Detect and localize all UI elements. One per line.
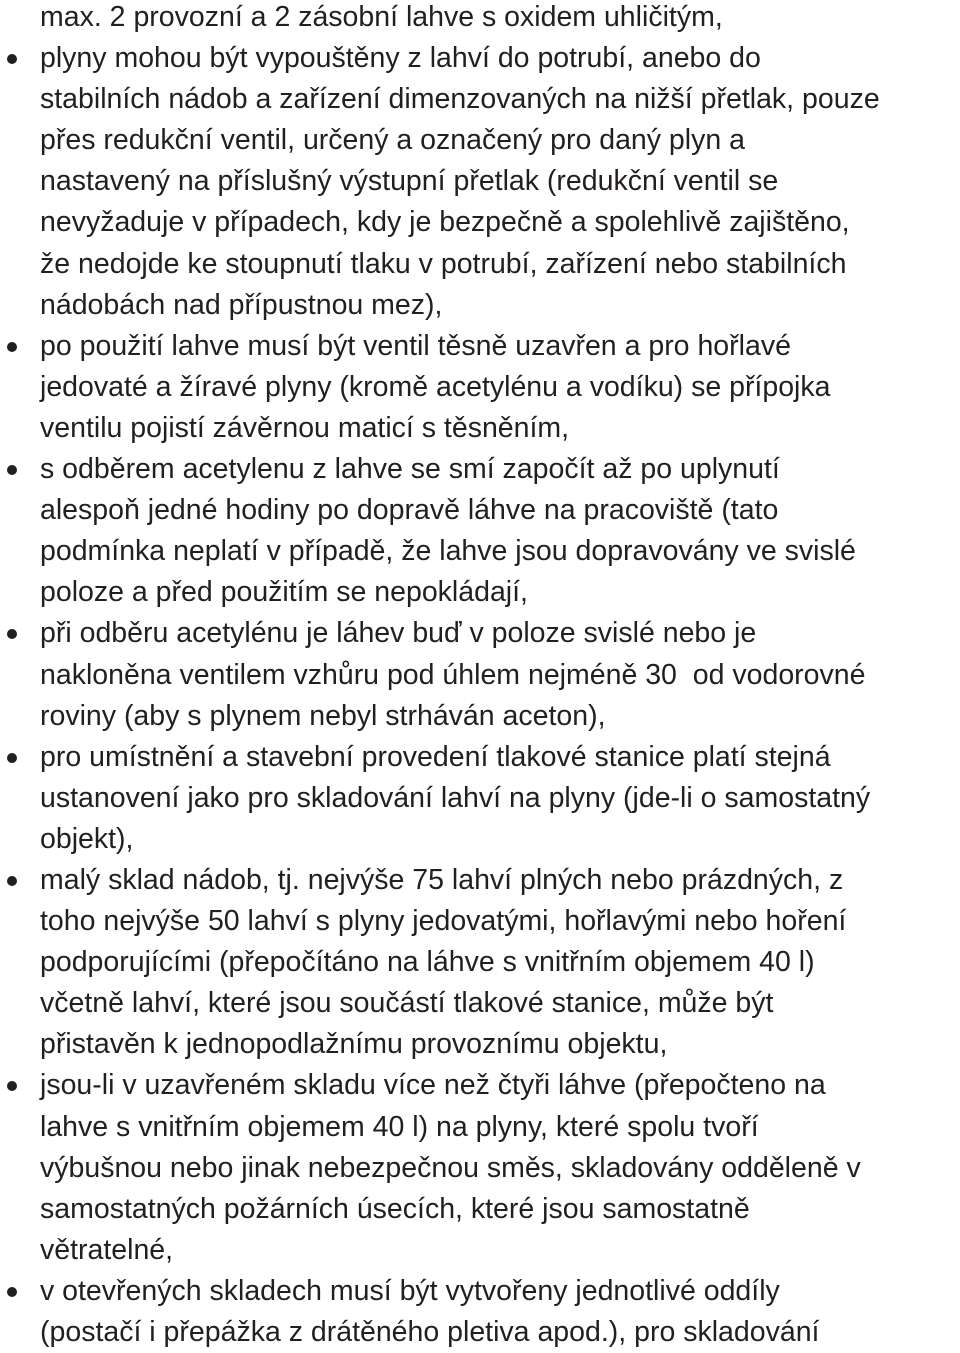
list-item-line: větratelné, [40,1233,174,1266]
bullet-dot-icon [7,342,17,352]
list-item [0,449,960,613]
list-item-line: (postačí i přepážka z drátěného pletiva apod.), pro skladování [40,1316,820,1348]
bullet-dot-icon [7,1287,17,1297]
list-item-line: ventilu pojistí závěrnou maticí s těsněním, [40,411,570,444]
list-item [0,737,960,860]
list-item [0,613,960,736]
list-item-line: jsou-li v uzavřeném skladu více než čtyři láhve (přepočteno na [40,1069,826,1102]
bullet-dot-icon [7,876,17,886]
bullet-list [0,38,960,1353]
bullet-dot-icon [7,54,17,64]
list-item-line: roviny (aby s plynem nebyl strháván aceton), [40,699,606,732]
list-item-line: malý sklad nádob, tj. nejvýše 75 lahví plných nebo prázdných, z [40,863,844,896]
list-item-line: v otevřených skladech musí být vytvořeny jednotlivé oddíly [40,1274,780,1307]
list-item-line: objekt), [40,822,134,855]
list-item-line: po použití lahve musí být ventil těsně uzavřen a pro hořlavé [40,329,791,362]
list-item-line: podporujícími (přepočítáno na láhve s vnitřním objemem 40 l) [40,946,815,979]
list-item [0,1271,960,1353]
list-item-line: poloze a před použitím se nepokládají, [40,576,528,609]
list-item-line: výbušnou nebo jinak nebezpečnou směs, skladovány odděleně v [40,1151,861,1184]
list-item-line: přistavěn k jednopodlažnímu provoznímu objektu, [40,1028,668,1061]
list-item-line: ustanovení jako pro skladování lahví na plyny (jde-li o samostatný [40,781,871,814]
list-item-line: toho nejvýše 50 lahví s plyny jedovatými, hořlavými nebo hoření [40,905,847,938]
list-item-line: nakloněna ventilem vzhůru pod úhlem nejméně 30 od vodorovné [40,658,866,691]
list-item [0,860,960,1065]
list-item-line: s odběrem acetylenu z lahve se smí započít až po uplynutí [40,453,780,486]
list-item-line: samostatných požárních úsecích, které jsou samostatně [40,1192,750,1225]
list-item-line: stabilních nádob a zařízení dimenzovaných na nižší přetlak, pouze [40,83,880,116]
list-item-line: alespoň jedné hodiny po dopravě láhve na pracoviště (tato [40,494,779,527]
list-item-line: jedovaté a žíravé plyny (kromě acetylénu a vodíku) se přípojka [40,370,831,403]
bullet-dot-icon [7,1081,17,1091]
bullet-dot-icon [7,465,17,475]
list-item [0,38,960,326]
list-item-line: přes redukční ventil, určený a označený pro daný plyn a [40,124,745,157]
bullet-dot-icon [7,629,17,639]
list-item [0,1065,960,1270]
list-item-line: nevyžaduje v případech, kdy je bezpečně a spolehlivě zajištěno, [40,206,850,239]
list-item-line: při odběru acetylénu je láhev buď v poloze svislé nebo je [40,617,757,650]
list-item [0,326,960,449]
list-item-line: nastavený na příslušný výstupní přetlak (redukční ventil se [40,165,779,198]
continuation-line: max. 2 provozní a 2 zásobní lahve s oxidem uhličitým, [40,1,723,33]
list-item-line: včetně lahví, které jsou součástí tlakové stanice, může být [40,987,774,1020]
list-item-line: že nedojde ke stoupnutí tlaku v potrubí, zařízení nebo stabilních [40,247,847,280]
list-item-line: podmínka neplatí v případě, že lahve jsou dopravovány ve svislé [40,535,856,568]
list-item-line: plyny mohou být vypouštěny z lahví do potrubí, anebo do [40,42,761,75]
list-item-line: lahve s vnitřním objemem 40 l) na plyny, které spolu tvoří [40,1110,759,1143]
bullet-dot-icon [7,753,17,763]
list-item-line: nádobách nad přípustnou mez), [40,288,443,321]
list-item-line: pro umístnění a stavební provedení tlakové stanice platí stejná [40,740,831,773]
